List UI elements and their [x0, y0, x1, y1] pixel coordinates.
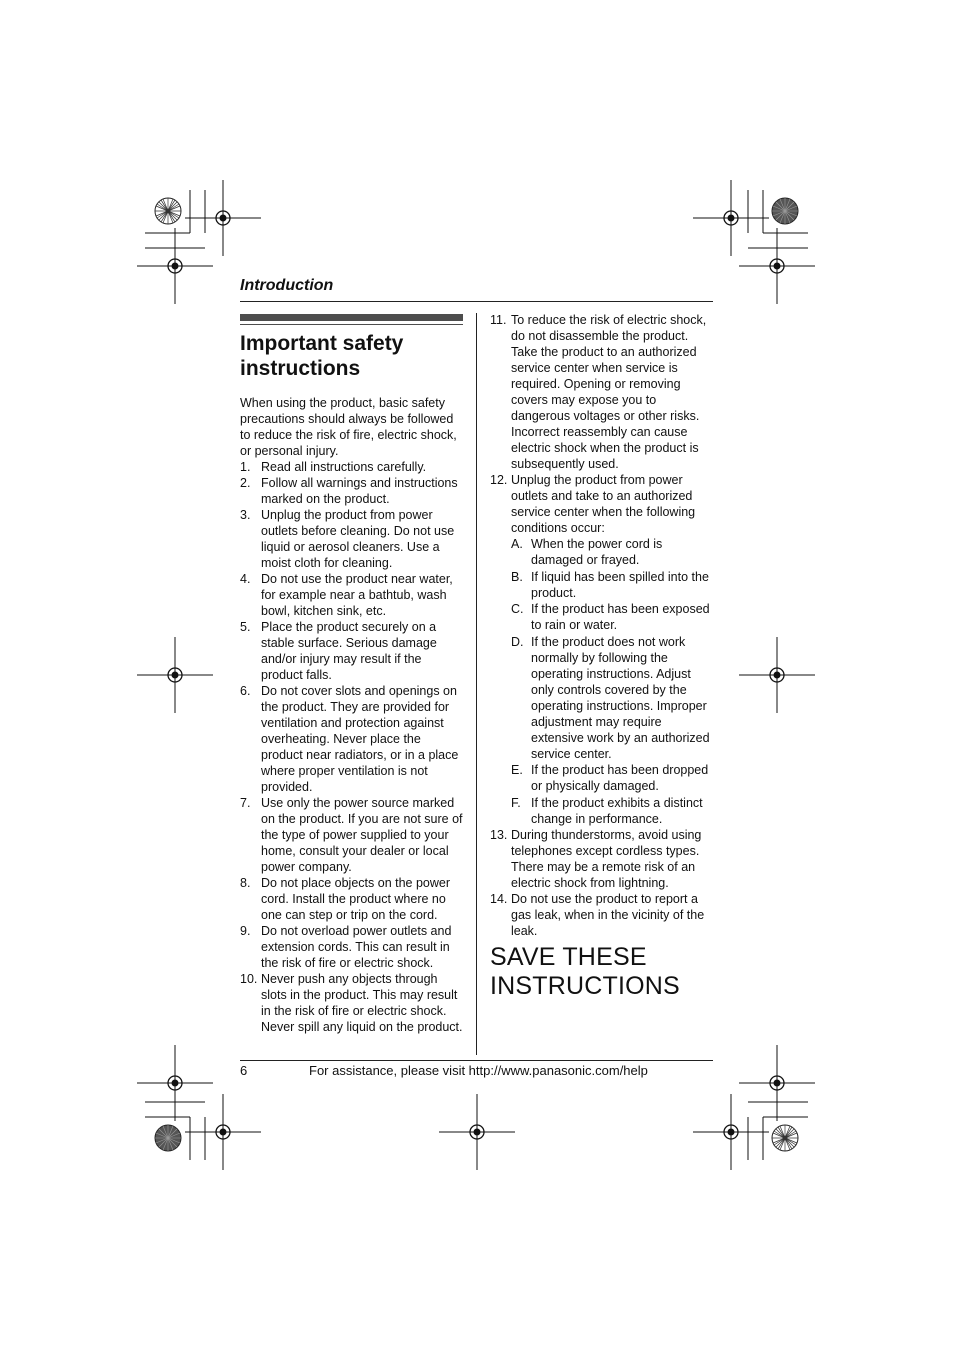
item-number: 1. — [240, 460, 251, 474]
list-item — [240, 683, 465, 795]
item-number: 9. — [240, 924, 251, 938]
right-column — [490, 312, 715, 1001]
item-text: Read all instructions carefully. — [261, 460, 427, 474]
item-text: Do not cover slots and openings on the product. They are provided for ventilation and protection against overheating. Never place the product near radiators, or in a place where proper ventilation is not provided. — [261, 684, 459, 794]
item-text: Do not use the product to report a gas leak, when in the vicinity of the leak. — [511, 892, 705, 938]
subitem-letter: A. — [511, 537, 523, 551]
conditions-sublist — [511, 536, 715, 827]
instructions-list-left — [240, 459, 465, 1035]
item-text: During thunderstorms, avoid using telephones except cordless types. There may be a remote risk of an electric shock from lightning. — [511, 828, 702, 890]
item-text: Unplug the product from power outlets and take to an authorized service center when the following conditions occur: — [511, 473, 696, 535]
item-number: 4. — [240, 572, 251, 586]
save-instructions-notice: SAVE THESE INSTRUCTIONS — [490, 943, 680, 1000]
sublist-item — [511, 795, 715, 827]
subitem-text: If the product does not work normally by following the operating instructions. Adjust only controls covered by the operating instructions. Improper adjustment may require extensive work by an authorized service center. — [531, 634, 710, 761]
intro-paragraph: When using the product, basic safety precautions should always be followed to reduce the risk of fire, electric shock, or personal injury. — [240, 396, 457, 458]
sublist-item — [511, 601, 715, 633]
item-text: Never push any objects through slots in the product. This may result in the risk of fire or electric shock. Never spill any liquid on the product. — [261, 972, 463, 1034]
page-heading: Important safety instructions — [240, 332, 404, 380]
list-item — [490, 312, 715, 472]
list-item — [240, 875, 465, 923]
item-text: Do not overload power outlets and extension cords. This can result in the risk of fire or electric shock. — [261, 924, 452, 970]
item-number: 7. — [240, 796, 251, 810]
list-item — [490, 891, 715, 939]
section-label: Introduction — [240, 277, 334, 294]
heading-line — [240, 324, 463, 325]
item-text: Do not place objects on the power cord. Install the product where no one can step or trip on the cord. — [261, 876, 451, 922]
left-column — [240, 314, 465, 1035]
subitem-letter: C. — [511, 602, 524, 616]
sublist-item — [511, 536, 715, 568]
item-text: Use only the power source marked on the product. If you are not sure of the type of power supplied to your home, consult your dealer or local power company. — [261, 796, 463, 874]
subitem-letter: B. — [511, 569, 523, 584]
item-number: 14. — [490, 892, 508, 906]
subitem-letter: E. — [511, 763, 523, 777]
list-item — [240, 507, 465, 571]
item-number: 11. — [490, 313, 507, 327]
subitem-text: If the product has been exposed to rain or water. — [531, 602, 710, 632]
item-number: 13. — [490, 828, 508, 842]
sublist-item — [511, 569, 715, 601]
list-item — [240, 923, 465, 971]
item-number: 2. — [240, 476, 251, 490]
heading-bar — [240, 314, 463, 321]
item-text: Unplug the product from power outlets before cleaning. Do not use liquid or aerosol cleaners. Use a moist cloth for cleaning. — [261, 508, 455, 570]
column-divider — [476, 313, 477, 1055]
item-number: 8. — [240, 876, 251, 890]
list-item — [240, 475, 465, 507]
item-number: 3. — [240, 508, 251, 522]
subitem-text: When the power cord is damaged or frayed. — [531, 537, 663, 567]
sublist-item — [511, 634, 715, 762]
footer-rule — [240, 1060, 713, 1061]
item-number: 10. — [240, 972, 258, 986]
item-text: Follow all warnings and instructions marked on the product. — [261, 476, 458, 506]
page-number: 6 — [240, 1063, 248, 1078]
item-number: 12. — [490, 473, 508, 487]
list-item — [240, 971, 465, 1035]
subitem-text: If liquid has been spilled into the product. — [531, 569, 709, 600]
subitem-letter: D. — [511, 634, 524, 649]
item-text: Place the product securely on a stable surface. Serious damage and/or injury may result if the product falls. — [261, 620, 437, 682]
list-item — [240, 795, 465, 875]
instructions-list-right — [490, 312, 715, 939]
subitem-text: If the product exhibits a distinct change in performance. — [531, 795, 703, 826]
list-item — [490, 472, 715, 827]
subitem-letter: F. — [511, 795, 521, 810]
list-item — [240, 571, 465, 619]
list-item — [240, 459, 465, 475]
list-item — [490, 827, 715, 891]
item-number: 6. — [240, 684, 251, 698]
item-number: 5. — [240, 620, 251, 634]
sublist-item — [511, 762, 715, 794]
list-item — [240, 619, 465, 683]
item-text: Do not use the product near water, for example near a bathtub, wash bowl, kitchen sink, etc. — [261, 572, 453, 618]
footer-help-text: For assistance, please visit http://www.panasonic.com/help — [309, 1063, 648, 1078]
item-text: To reduce the risk of electric shock, do not disassemble the product. Take the product to an authorized service center when service is required. Opening or removing covers may expose you to dangerous voltages or other risks. Incorrect reassembly can cause electric shock when the product is subsequently used. — [511, 313, 707, 471]
subitem-text: If the product has been dropped or physically damaged. — [531, 763, 709, 793]
header-rule — [240, 301, 713, 302]
